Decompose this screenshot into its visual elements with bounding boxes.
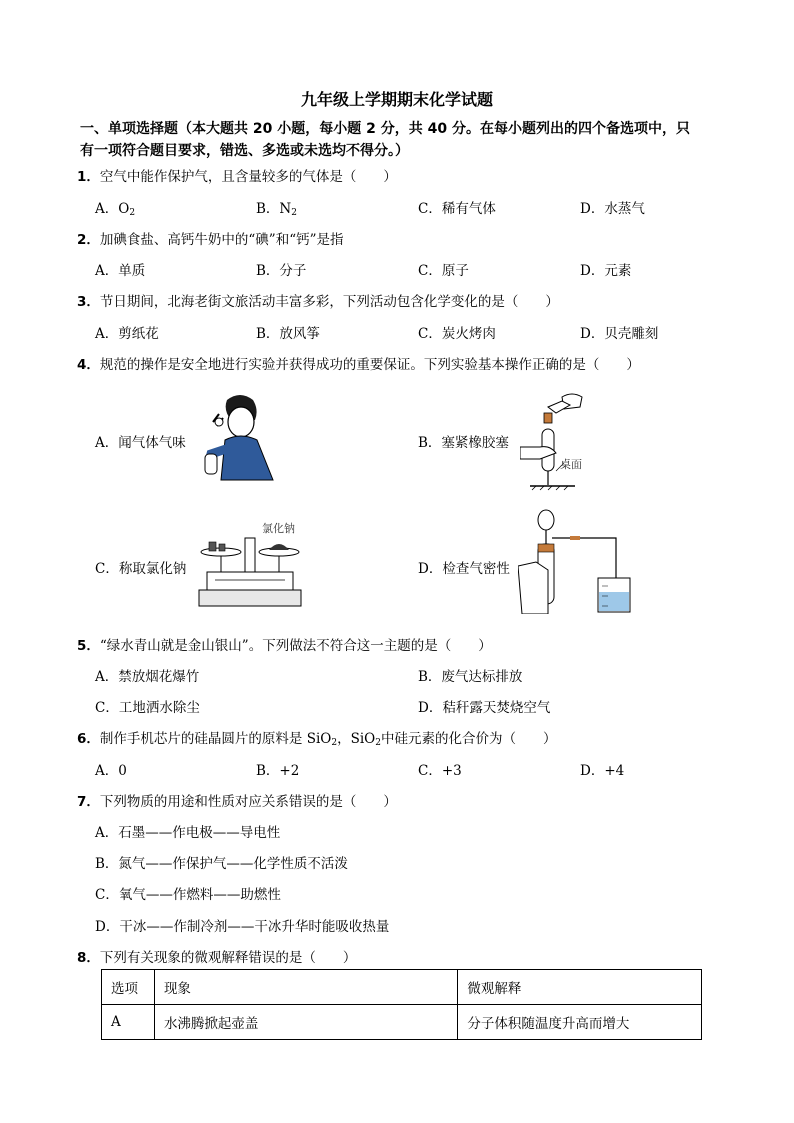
balance-illustration bbox=[195, 528, 305, 610]
smell-gas-illustration bbox=[195, 392, 280, 482]
q1-option-c: C．稀有气体 bbox=[418, 201, 496, 217]
q4-option-d: D．检查气密性 bbox=[418, 561, 510, 577]
q3-option-c: C．炭火烤肉 bbox=[418, 326, 496, 342]
q4-option-b: B．塞紧橡胶塞 bbox=[418, 435, 509, 451]
q5-option-b: B．废气达标排放 bbox=[418, 669, 523, 685]
q1-option-d: D．水蒸气 bbox=[580, 201, 645, 217]
question-8: 8．下列有关现象的微观解释错误的是（ ） bbox=[77, 950, 357, 966]
q6-option-a: A．0 bbox=[95, 763, 127, 779]
table-header-cell: 选项 bbox=[102, 970, 155, 1005]
q3-option-a: A．剪纸花 bbox=[95, 326, 159, 342]
question-2: 2．加碘食盐、高钙牛奶中的“碘”和“钙”是指 bbox=[77, 232, 344, 248]
section-heading-line2: 有一项符合题目要求，错选、多选或未选均不得分。） bbox=[80, 143, 409, 159]
table-cell: A bbox=[102, 1005, 155, 1040]
table-row bbox=[102, 1005, 702, 1040]
q1-option-a: A．$O_2$ bbox=[95, 201, 136, 218]
question-5: 5．“绿水青山就是金山银山”。下列做法不符合这一主题的是（ ） bbox=[77, 638, 492, 654]
q8-table bbox=[101, 969, 702, 1040]
q7-option-b: B．氮气——作保护气——化学性质不活泼 bbox=[95, 856, 348, 872]
stopper-tube-illustration bbox=[520, 387, 590, 492]
q5-option-d: D．秸秆露天焚烧空气 bbox=[418, 700, 551, 716]
q5-option-c: C．工地洒水除尘 bbox=[95, 700, 200, 716]
table-header-row bbox=[102, 970, 702, 1005]
q1-option-b: B．$N_2$ bbox=[256, 201, 297, 218]
q4-option-c: C．称取氯化钠 bbox=[95, 561, 187, 577]
q5-option-a: A．禁放烟花爆竹 bbox=[95, 669, 200, 685]
q7-option-d: D．干冰——作制冷剂——干冰升华时能吸收热量 bbox=[95, 919, 390, 935]
q6-option-b: B．+2 bbox=[256, 763, 300, 779]
table-header-cell: 现象 bbox=[154, 970, 457, 1005]
q7-option-c: C．氧气——作燃料——助燃性 bbox=[95, 887, 281, 903]
q2-option-a: A．单质 bbox=[95, 263, 146, 279]
q2-option-c: C．原子 bbox=[418, 263, 469, 279]
question-6: 6．制作手机芯片的硅晶圆片的原料是 SiO$_2$，SiO$_2$中硅元素的化合价为（ ） bbox=[77, 731, 557, 748]
q6-option-d: D．+4 bbox=[580, 763, 625, 779]
table-cell: 水沸腾掀起壶盖 bbox=[154, 1005, 457, 1040]
q4-option-a: A．闻气体气味 bbox=[95, 435, 186, 451]
question-3: 3．节日期间，北海老街文旅活动丰富多彩，下列活动包含化学变化的是（ ） bbox=[77, 294, 559, 310]
question-7: 7．下列物质的用途和性质对应关系错误的是（ ） bbox=[77, 794, 397, 810]
q2-option-d: D．元素 bbox=[580, 263, 632, 279]
airtightness-illustration bbox=[518, 506, 633, 614]
q7-option-a: A．石墨——作电极——导电性 bbox=[95, 825, 281, 841]
q3-option-d: D．贝壳雕刻 bbox=[580, 326, 659, 342]
q2-option-b: B．分子 bbox=[256, 263, 307, 279]
question-4: 4．规范的操作是安全地进行实验并获得成功的重要保证。下列实验基本操作正确的是（ ） bbox=[77, 357, 640, 373]
section-heading-line1: 一、单项选择题（本大题共 20 小题，每小题 2 分，共 40 分。在每小题列出的四个备选项中，只 bbox=[80, 121, 690, 137]
q6-option-c: C．+3 bbox=[418, 763, 462, 779]
table-cell: 分子体积随温度升高而增大 bbox=[458, 1005, 702, 1040]
question-1: 1．空气中能作保护气，且含量较多的气体是（ ） bbox=[77, 169, 397, 185]
desk-label: 桌面 bbox=[560, 458, 582, 471]
nacl-label: 氯化钠 bbox=[262, 522, 295, 535]
q3-option-b: B．放风筝 bbox=[256, 326, 320, 342]
table-header-cell: 微观解释 bbox=[458, 970, 702, 1005]
page-title: 九年级上学期期末化学试题 bbox=[300, 90, 493, 109]
